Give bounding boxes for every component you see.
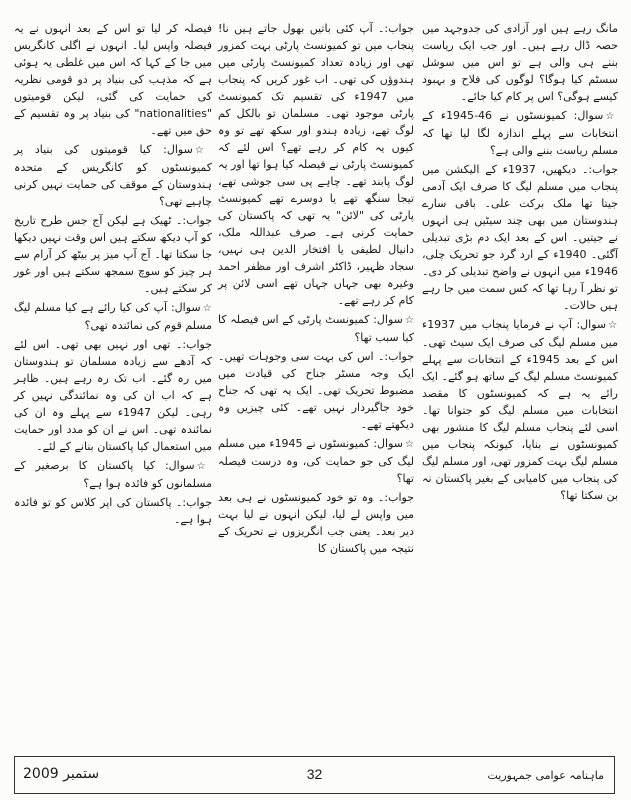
question: [422, 107, 618, 159]
question-text: سوال: کمیونسٹوں نے 46-1945ء کے انتخابات سے پہلے اندازہ لگا لیا تھا کہ مسلم ریاست بننے والی ہے؟: [422, 109, 618, 157]
page-number: 32: [306, 766, 323, 782]
star-icon: ☆: [404, 439, 415, 450]
answer: جواب:۔ اس کی بہت سی وجوہات تھیں۔ ایک وجہ مسٹر جناح کی قیادت میں مضبوط تحریک تھی۔ ایک یہ تھی کہ جناح خود جاگیردار نہیں تھے۔ کئی چیزیں وہ دیکھتے تھے۔: [218, 350, 414, 431]
answer: جواب:۔ دیکھیں، 1937ء کے الیکشن میں پنجاب میں مسلم لیگ کا صرف ایک آدمی جیتا تھا ملک برکت علی۔ باقی سارے ہندوستان میں بھی چند سیٹیں ہی انہوں نے جیتیں۔ اس کے بعد ایک دم بڑی تبدیلی آگئی۔ 1940ء کے ارد گرد جو تحریک چلی، 1946ء میں انہوں نے واضح تبدیلی کر دی۔ تو نظر آ رہا تھا کہ کس سمت میں جا رہے ہیں حالات۔: [422, 163, 618, 312]
question: [218, 311, 414, 346]
star-icon: ☆: [404, 315, 414, 326]
star-icon: ☆: [605, 111, 619, 122]
publication-title: ماہنامہ عوامی جمہوریت: [487, 769, 604, 782]
answer: جواب:۔ ٹھیک ہے لیکن آج جس طرح تاریخ کو آپ دیکھ سکتے ہیں اس وقت نہیں دیکھا جا سکتا تھا۔ آج آپ میز پر بیٹھ کر آرام سے ہر چیز کو سوچ سمجھ سکتے ہیں اور غور کر سکتے ہیں۔: [14, 214, 212, 295]
question-text: سوال: کمیونسٹوں نے 1945ء میں مسلم لیگ کی جو حمایت کی، وہ درست فیصلہ تھا؟: [218, 437, 414, 485]
column-right: [422, 20, 618, 506]
answer: جواب:۔ آپ کئی باتیں بھول جاتے ہیں نا! پنجاب میں تو کمیونسٹ پارٹی بہت کمزور تھی اور زیادہ تعداد کمیونسٹ پارٹی میں ہندوؤں کی تھی۔ اب غور کریں کہ پنجاب میں 1947ء کی تقسیم تک کمیونسٹ پارٹی موجود تھی۔ مسلمان تو بالکل کم لوگ تھے، زیادہ ہندو اور سکھ تھے تو وہ کیوں یہ کام کر رہے تھے؟ اس لئے کہ کمیونسٹ پارٹی نے فیصلہ کیا ہوا تھا اور یہ لوگ پابند تھے۔ چاہے پی سی جوشی تھے، تیجا سنگھ تھے یا دوسرے تھے کمیونسٹ پارٹی کی "لائن" یہ تھی کہ پاکستان کی حمایت کرنی ہے۔ صرف عبداللہ ملک، دانیال لطیفی یا افتخار الدین ہی نہیں، سجاد ظہیر، ڈاکٹر اشرف اور مظفر احمد وغیرہ بھی جہاں جہاں تھے اسی لائن پر کام کر رہے تھے۔: [218, 22, 414, 307]
star-icon: ☆: [608, 320, 619, 331]
question: [14, 457, 212, 492]
star-icon: ☆: [196, 461, 212, 472]
paragraph: فیصلہ کر لیا تو اس کے بعد انہوں نے یہ فیصلہ واپس لیا۔ انہوں نے اگلی کانگریس میں جا کے کہا کہ اس میں غلطی یہ ہوئی ہے کہ مذہب کی بنیاد پر دو قومی نظریہ کی حمایت کی گئی، لیکن قومیتوں "nationalities" کی بنیاد پر وہ تقسیم کے حق میں تھے۔: [14, 22, 212, 137]
question-text: سوال: کیا پاکستان کا برصغیر کے مسلمانوں کو فائدہ ہوا ہے؟: [14, 459, 212, 490]
question: [14, 299, 212, 334]
question: [422, 316, 618, 504]
question-text: سوال: آپ کی کیا رائے ہے کیا مسلم لیگ مسلم قوم کی نمائندہ تھی؟: [14, 301, 212, 332]
question-text: سوال: کمیونسٹ پارٹی کے اس فیصلہ کا کیا سبب تھا؟: [218, 313, 414, 344]
question: [218, 435, 414, 487]
column-left: [14, 20, 212, 530]
answer: جواب:۔ تھی اور نہیں بھی تھی۔ اس لئے کہ آدھے سے زیادہ مسلمان تو ہندوستان میں رہ گئے۔ اب تک رہ رہے ہیں۔ ظاہر ہے کہ اب ان کی وہ نمائندگی نہیں کر رہی۔ لیکن 1947ء سے پہلے وہ ان کی نمائندہ تھی۔ اس نے ان کو مدد اور حمایت میں استعمال کیا پاکستان بنانے کے لئے۔: [14, 338, 212, 453]
issue-date: ستمبر 2009: [23, 766, 100, 782]
page-footer: [14, 756, 615, 794]
answer: جواب:۔ پاکستان کی اپر کلاس کو تو فائدہ ہوا ہے۔: [14, 496, 212, 526]
answer: جواب:۔ وہ تو خود کمیونسٹوں نے ہی بعد میں واپس لے لیا، لیکن انہوں نے لیا بہت دیر بعد۔ یعنی جب انگریزوں نے تحریک کے نتیجہ میں پاکستان کا: [218, 491, 414, 555]
star-icon: ☆: [202, 303, 212, 314]
paragraph: مانگ رہے ہیں اور آزادی کی جدوجہد میں حصہ ڈال رہے ہیں۔ اور جب ایک ریاست بننے ہی والی ہے تو اس میں سوشل سسٹم کیا ہوگا؟ لوگوں کی فلاح و بہبود کیسے ہوگی؟ اس پر کام کیا جائے۔: [422, 22, 618, 103]
column-middle: [218, 20, 414, 559]
star-icon: ☆: [194, 145, 213, 156]
question-text: سوال: کیا قومیتوں کی بنیاد پر کمیونسٹوں کو کانگریس کے متحدہ ہندوستان کے موقف کی حمایت نہیں کرنی چاہیے تھی؟: [14, 143, 212, 208]
question: [14, 141, 212, 210]
question-text: سوال: آپ نے فرمایا پنجاب میں 1937ء میں مسلم لیگ کی صرف ایک سیٹ تھی۔ اس کے بعد 1945ء کے انتخابات سے پہلے کمیونسٹ مسلم لیگ کے ساتھ ہو گئے۔ ایک رائے یہ ہے کہ کمیونسٹوں کا مقصد انتخابات میں مسلم لیگ کو جتوانا تھا۔ اسی لئے پنجاب مسلم لیگ کا منشور بھی کمیونسٹوں نے بنایا، کیونکہ پنجاب میں مسلم لیگ بہت کمزور تھی، اور مسلم لیگ کی پنجاب میں کامیابی کے بغیر پاکستان نہ بن سکتا تھا؟: [422, 318, 618, 502]
